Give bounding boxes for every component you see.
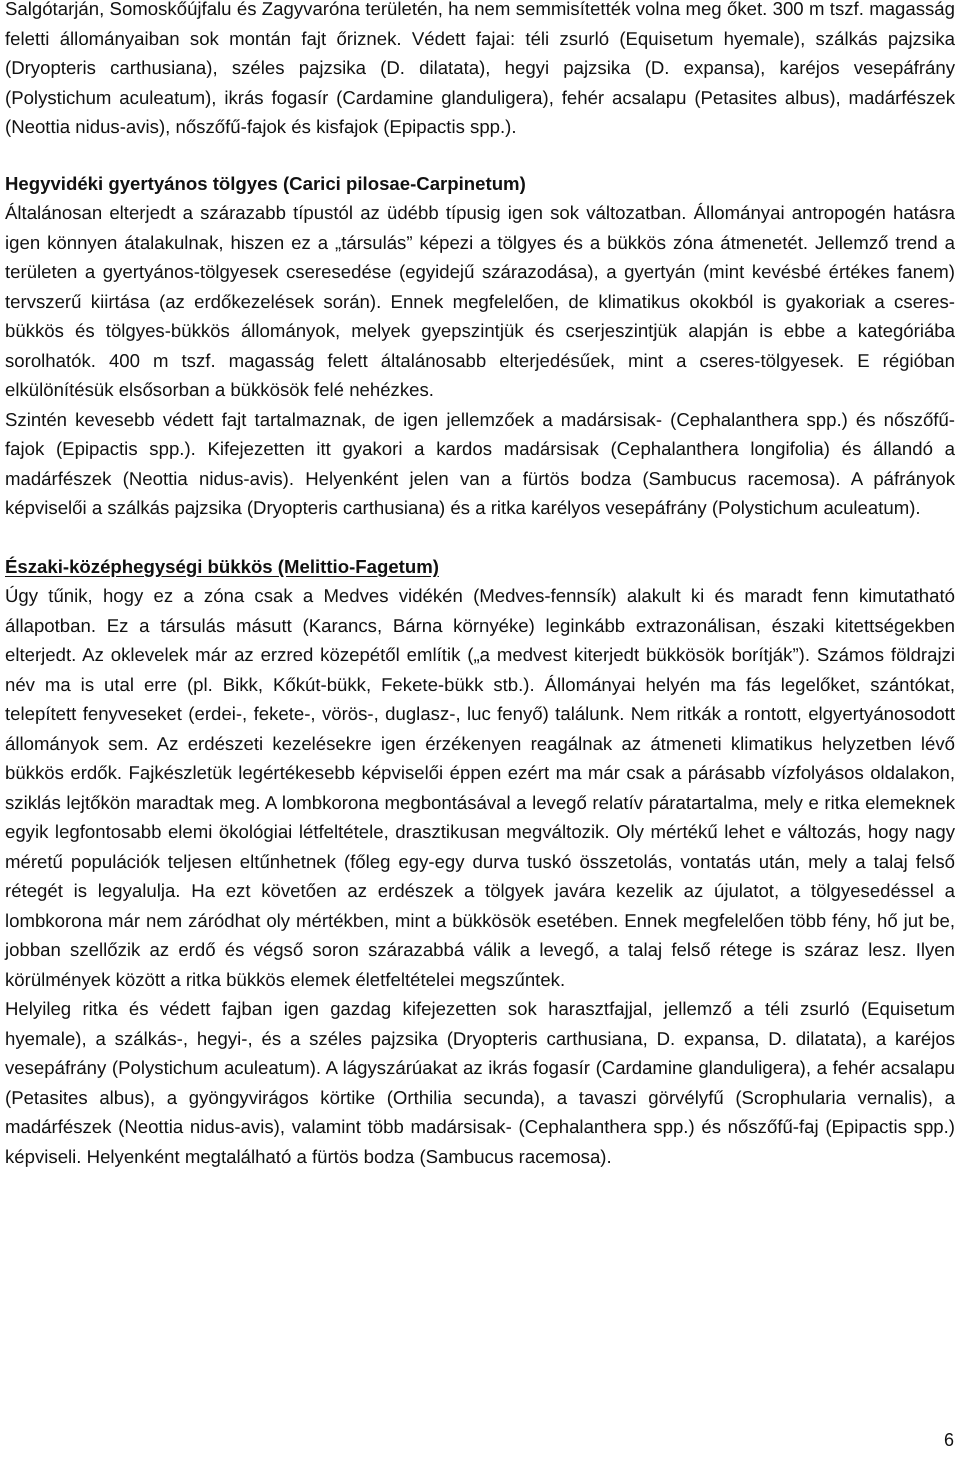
document-page — [5, 0, 955, 1171]
section-heading-carpinetum: Hegyvidéki gyertyános tölgyes (Carici pilosae-Carpinetum) — [5, 172, 526, 194]
section2-paragraph-1: Úgy tűnik, hogy ez a zóna csak a Medves vidékén (Medves-fennsík) alakult ki és maradt fenn kimutatható állapotban. Ez a társulás másutt (Karancs, Bárna környéke) leginkább extrazonálisan, északi kitettségekben elterjedt. Az oklevelek már az erzred közepétől említik („a medvest kiterjedt bükkösök borítják”). Számos földrajzi név ma is utal erre (pl. Bikk, Kőkút-bükk, Fekete-bükk stb.). Állományai helyén ma fás legelőket, szántókat, telepített fenyveseket (erdei-, fekete-, vörös-, duglasz-, luc fenyő) találunk. Nem ritkák a rontott, elgyertyánosodott állományok sem. Az erdészeti kezelésekre igen érzékenyen reagálnak az átmeneti klimatikus helyzetben lévő bükkös erdők. Fajkészletük legértékesebb képviselői éppen ezért ma már csak a párásabb vízfolyásos oldalakon, sziklás lejtőkön maradtak meg. A lombkorona megbontásával a levegő relatív páratartalma, mely e ritka elemeknek egyik legfontosabb elemi ökológiai létfeltétele, drasztikusan megváltozik. Oly mértékű lehet e változás, hogy nagy méretű populációk teljesen eltűnhetnek (főleg egy-egy durva tuskó összetolás, vontatás után, mely a talaj felső rétegét is legyalulja. Ha ezt követően az erdészek a tölgyek javára kezelik az újulatot, a tölgyesedéssel a lombkorona már nem záródhat oly mértékben, mint a bükkösök esetében. Ennek megfelelően több fény, hő jut be, jobban szellőzik az erdő és végső soron szárazabbá válik a levegő, a talaj felső rétege is száraz lesz. Ilyen körülmények között a ritka bükkös elemek életfeltételei megszűntek. — [5, 585, 955, 990]
intro-paragraph: Salgótarján, Somoskőújfalu és Zagyvaróna területén, ha nem semmisítették volna meg őket. 300 m tszf. magasság feletti állományaiban sok montán fajt őriznek. Védett fajai: téli zsurló (Equisetum hyemale), szálkás pajzsika (Dryopteris carthusiana), széles pajzsika (D. dilatata), hegyi pajzsika (D. expansa), karéjos vesepáfrány (Polystichum aculeatum), ikrás fogasír (Cardamine glanduligera), fehér acsalapu (Petasites albus), madárfészek (Neottia nidus-avis), nőszőfű-fajok és kisfajok (Epipactis spp.). — [5, 0, 955, 137]
page-number: 6 — [943, 1430, 954, 1450]
section1-paragraph-2: Szintén kevesebb védett fajt tartalmaznak, de igen jellemzőek a madársisak- (Cephalanthera spp.) és nőszőfű-fajok (Epipactis spp.). Kifejezetten itt gyakori a kardos madársisak (Cephalanthera longifolia) és állandó a madárfészek (Neottia nidus-avis). Helyenként jelen van a fürtös bodza (Sambucus racemosa). A páfrányok képviselői a szálkás pajzsika (Dryopteris carthusiana) és a ritka karélyos vesepáfrány (Polystichum aculeatum). — [5, 408, 955, 518]
section2-paragraph-2: Helyileg ritka és védett fajban igen gazdag kifejezetten sok harasztfajjal, jellemző a téli zsurló (Equisetum hyemale), a szálkás-, hegyi-, és a széles pajzsika (Dryopteris carthusiana, D. expansa, D. dilatata), a karéjos vesepáfrány (Polystichum aculeatum). A lágyszárúakat az ikrás fogasír (Cardamine glanduligera), a fehér acsalapu (Petasites albus), a gyöngyvirágos körtike (Orthilia secunda), a tavaszi görvélyfű (Scrophularia vernalis), a madárfészek (Neottia nidus-avis), valamint több madársisak- (Cephalanthera spp.) és nőszőfű-faj (Epipactis spp.) képviseli. Helyenként megtalálható a fürtös bodza (Sambucus racemosa). — [5, 998, 955, 1167]
section1-paragraph-1: Általánosan elterjedt a szárazabb típustól az üdébb típusig igen sok változatban. Állományai antropogén hatásra igen könnyen átalakulnak, hiszen ez a „társulás” képezi a tölgyes és a bükkös zóna átmenetét. Jellemző trend a területen a gyertyános-tölgyesek cseresedése (egyidejű szárazodása), a gyertyán (mint kevésbé értékes fanem) tervszerű kiirtása (az erdőkezelések során). Ennek megfelelően, de klimatikus okokból is gyakoriak a cseres-bükkös és tölgyes-bükkös állományok, melyek gyepszintjük és cserjeszintjük alapján is ebbe a kategóriába sorolhatók. 400 m tszf. magasság felett általánosabb elterjedésűek, mint a cseres-tölgyesek. E régióban elkülönítésük elsősorban a bükkösök felé nehézkes. — [5, 202, 955, 400]
section-heading-fagetum: Északi-középhegységi bükkös (Melittio-Fagetum) — [5, 555, 439, 577]
